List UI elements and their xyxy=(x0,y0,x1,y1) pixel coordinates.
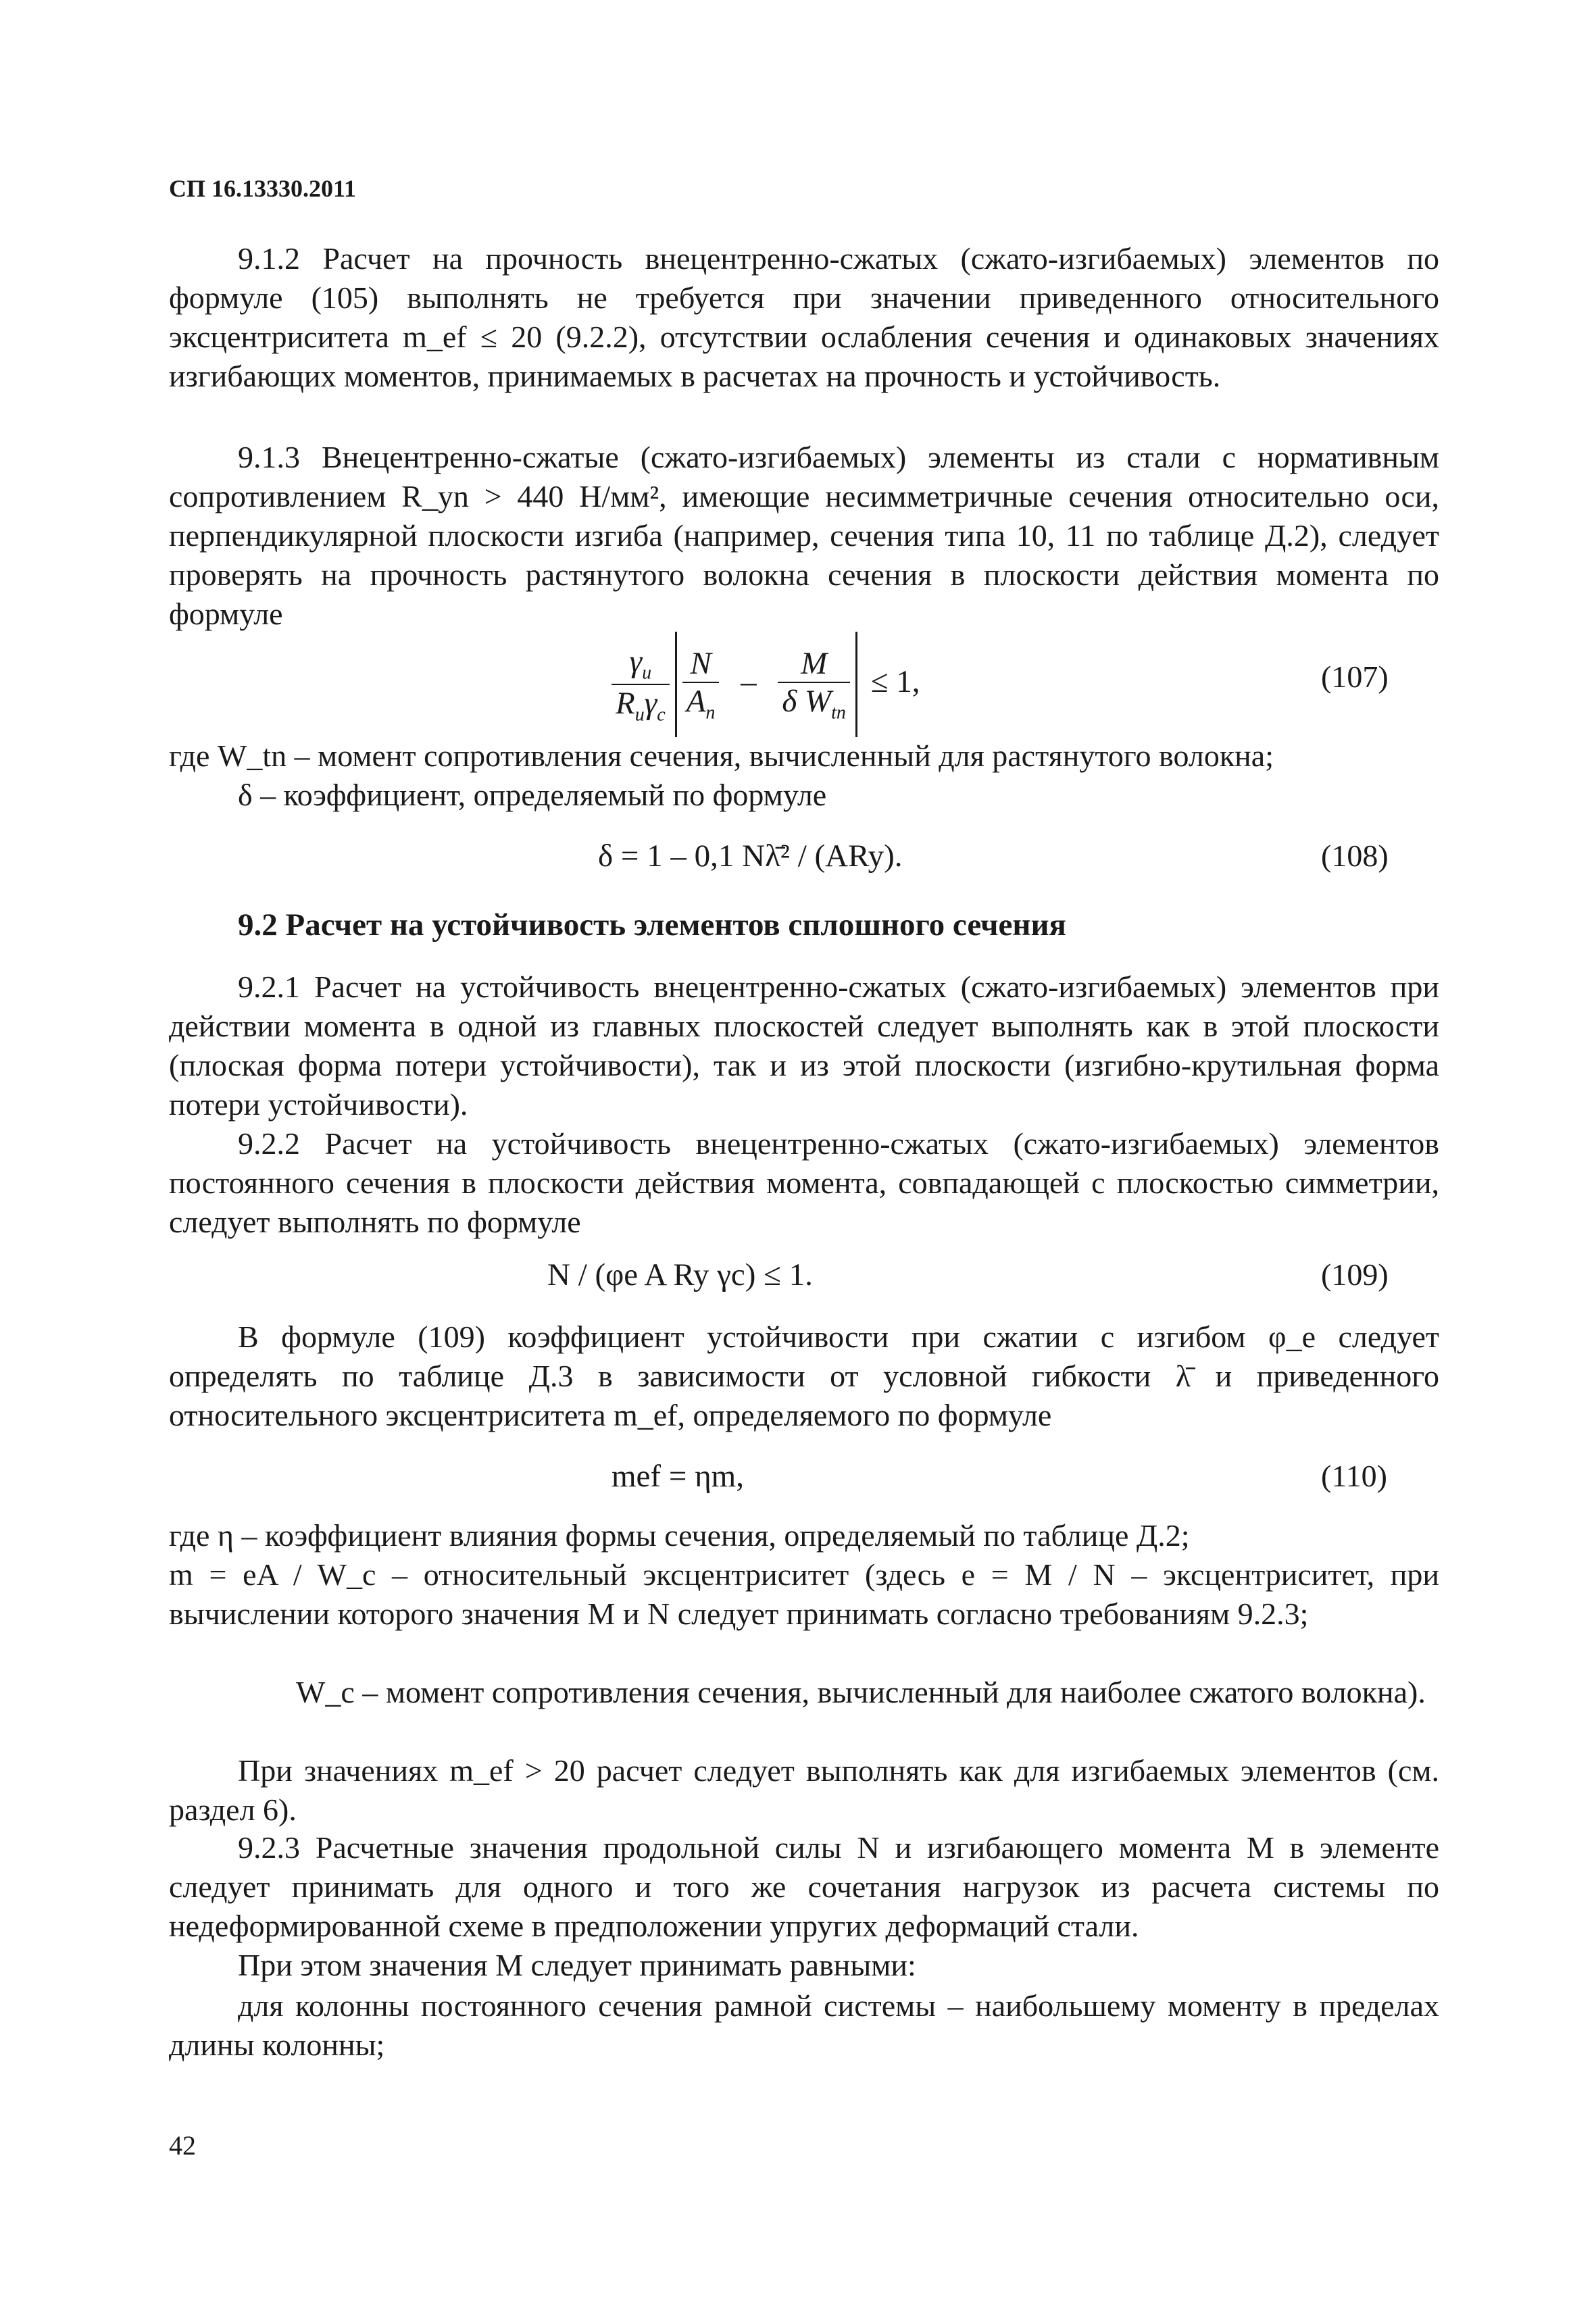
page-number: 42 xyxy=(169,2130,196,2161)
paragraph-9-2-2: 9.2.2 Расчет на устойчивость внецентренно-сжатых (сжато-изгибаемых) элементов постоянного сечения в плоскости действия момента, совпадающей с плоскостью симметрии, следует выполнять по формуле xyxy=(169,1126,1439,1239)
where-wtn: где W_tn – момент сопротивления сечения, вычисленный для растянутого волокна; xyxy=(169,738,1274,773)
formula-110-number: (110) xyxy=(1321,1459,1387,1493)
section-heading-9-2: 9.2 Расчет на устойчивость элементов сплошного сечения xyxy=(238,907,1066,942)
paragraph-formula-109: В формуле (109) коэффициент устойчивости при сжатии с изгибом φ_e следует определять по таблице Д.3 в зависимости от условной гибкости λ̄ и приведенного относительного эксцентриситета m_ef, определяемого по формуле xyxy=(169,1319,1439,1432)
formula-109-number: (109) xyxy=(1321,1257,1389,1292)
formula-107-gamma-fraction: $\frac{\gamma_u}{R_u\gamma_c}$ xyxy=(612,643,670,726)
paragraph-9-2-1: 9.2.1 Расчет на устойчивость внецентренно-сжатых (сжато-изгибаемых) элементов при действии момента в одной из главных плоскостей следует выполнять как в этой плоскости (плоская форма потери устойчивости), так и из этой плоскости (изгибно-крутильная форма потери устойчивости). xyxy=(169,970,1439,1122)
where-wc: W_c – момент сопротивления сечения, вычисленный для наиболее сжатого волокна). xyxy=(296,1675,1426,1709)
document-code: СП 16.13330.2011 xyxy=(169,175,357,202)
formula-108: δ = 1 – 0,1 Nλ̄² / (ARy). xyxy=(598,838,903,874)
paragraph-values-m: При этом значения M следует принимать равными: xyxy=(238,1948,916,1982)
formula-107: $\frac{\gamma_u}{R_u\gamma_c}$ $\frac{N}{A_n}$ – $\frac{M}{\delta W_{tn}}$ ≤ 1, xyxy=(612,632,920,737)
where-delta: δ – коэффициент, определяемый по формуле xyxy=(238,778,827,812)
formula-107-m-fraction: $\frac{M}{\delta W_{tn}}$ xyxy=(778,645,850,724)
paragraph-9-1-3: 9.1.3 Внецентренно-сжатые (сжато-изгибаемых) элементы из стали с нормативным сопротивлением R_yn > 440 Н/мм², имеющие несимметричные сечения относительно оси, перпендикулярной плоскости изгиба (например, сечения типа 10, 11 по таблице Д.2), следует проверять на прочность растянутого волокна сечения в плоскости действия момента по формуле xyxy=(169,440,1439,631)
paragraph-mef-20: При значениях m_ef > 20 расчет следует выполнять как для изгибаемых элементов (см. раздел 6). xyxy=(169,1753,1439,1827)
where-m: m = eA / W_c – относительный эксцентриситет (здесь e = M / N – эксцентриситет, при вычислении которого значения M и N следует принимать согласно требованиям 9.2.3; xyxy=(169,1557,1439,1631)
paragraph-column: для колонны постоянного сечения рамной системы – наибольшему моменту в пределах длины колонны; xyxy=(169,1988,1439,2062)
paragraph-9-1-2: 9.1.2 Расчет на прочность внецентренно-сжатых (сжато-изгибаемых) элементов по формуле (105) выполнять не требуется при значении приведенного относительного эксцентриситета m_ef ≤ 20 (9.2.2), отсутствии ослабления сечения и одинаковых значениях изгибающих моментов, принимаемых в расчетах на прочность и устойчивость. xyxy=(169,241,1439,393)
formula-108-number: (108) xyxy=(1321,838,1389,873)
formula-109: N / (φe A Ry γc) ≤ 1. xyxy=(547,1257,813,1292)
formula-107-n-fraction: $\frac{N}{A_n}$ xyxy=(682,645,720,724)
where-eta: где η – коэффициент влияния формы сечения, определяемый по таблице Д.2; xyxy=(169,1518,1190,1553)
formula-110: mef = ηm, xyxy=(612,1459,744,1494)
paragraph-9-2-3: 9.2.3 Расчетные значения продольной силы N и изгибающего момента M в элементе следует принимать для одного и того же сочетания нагрузок из расчета системы по недеформированной схеме в предположении упругих деформаций стали. xyxy=(169,1830,1439,1943)
formula-107-number: (107) xyxy=(1321,659,1389,694)
